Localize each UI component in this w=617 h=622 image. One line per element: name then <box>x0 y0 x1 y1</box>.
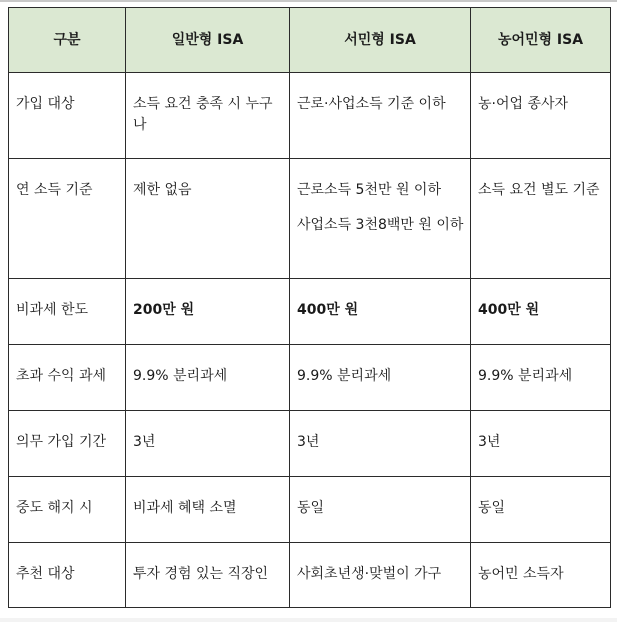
table-row <box>9 543 611 608</box>
cell-farmer: 9.9% 분리과세 <box>471 345 611 411</box>
cell-general: 200만 원 <box>126 279 290 345</box>
cell-low-income: 3년 <box>290 411 471 477</box>
cell-farmer: 동일 <box>471 477 611 543</box>
cell-farmer: 3년 <box>471 411 611 477</box>
cell-general: 9.9% 분리과세 <box>126 345 290 411</box>
table-header-row <box>9 8 611 73</box>
cell-general: 투자 경험 있는 직장인 <box>126 543 290 608</box>
cell-low-income: 9.9% 분리과세 <box>290 345 471 411</box>
cell-farmer: 400만 원 <box>471 279 611 345</box>
cell-low-income: 근로·사업소득 기준 이하 <box>290 73 471 159</box>
cell-general: 소득 요건 충족 시 누구나 <box>126 73 290 159</box>
cell-low-income: 근로소득 5천만 원 이하 사업소득 3천8백만 원 이하 <box>290 159 471 279</box>
cell-general: 비과세 혜택 소멸 <box>126 477 290 543</box>
header-category: 구분 <box>9 8 126 73</box>
cell-general: 제한 없음 <box>126 159 290 279</box>
header-low-income-isa: 서민형 ISA <box>290 8 471 73</box>
header-general-isa: 일반형 ISA <box>126 8 290 73</box>
cell-low-income: 사회초년생·맞벌이 가구 <box>290 543 471 608</box>
row-label: 의무 가입 기간 <box>9 411 126 477</box>
window-bottom-edge <box>0 618 617 622</box>
table-row <box>9 477 611 543</box>
row-label: 중도 해지 시 <box>9 477 126 543</box>
table-row <box>9 73 611 159</box>
table-row <box>9 345 611 411</box>
row-label: 초과 수익 과세 <box>9 345 126 411</box>
row-label: 가입 대상 <box>9 73 126 159</box>
table-row <box>9 411 611 477</box>
header-farmer-isa: 농어민형 ISA <box>471 8 611 73</box>
row-label: 추천 대상 <box>9 543 126 608</box>
cell-low-income: 동일 <box>290 477 471 543</box>
cell-farmer: 농어민 소득자 <box>471 543 611 608</box>
cell-low-income: 400만 원 <box>290 279 471 345</box>
table-row <box>9 159 611 279</box>
cell-farmer: 소득 요건 별도 기준 <box>471 159 611 279</box>
row-label: 연 소득 기준 <box>9 159 126 279</box>
row-label: 비과세 한도 <box>9 279 126 345</box>
cell-general: 3년 <box>126 411 290 477</box>
window-top-edge <box>0 0 617 2</box>
cell-farmer: 농·어업 종사자 <box>471 73 611 159</box>
isa-comparison-table <box>8 7 611 608</box>
table-row <box>9 279 611 345</box>
